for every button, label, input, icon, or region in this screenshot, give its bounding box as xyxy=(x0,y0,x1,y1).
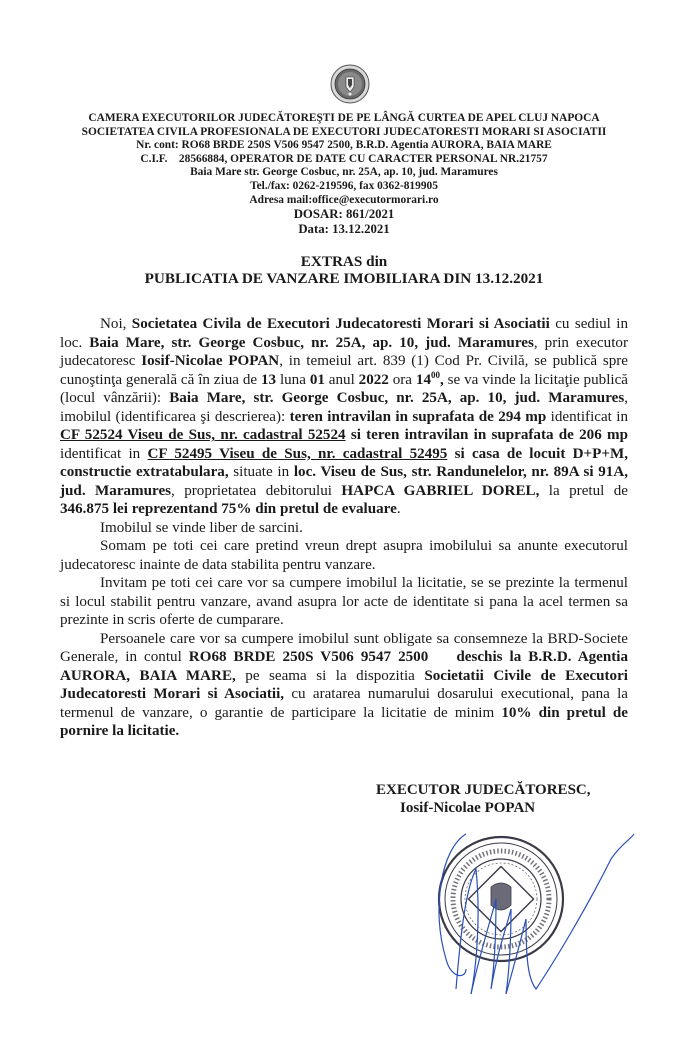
property-land-2: si teren intravilan in suprafata de 206 mp xyxy=(345,427,628,444)
document-date: Data: 13.12.2021 xyxy=(298,222,390,237)
text: Persoanele care vor sa cumpere imobilul sunt obligate sa consemneze la BRD-Societe Generale, in contul xyxy=(60,630,628,666)
chamber-seal-logo xyxy=(330,64,370,104)
executor-company: Societatea Civila de Executori Judecatoresti Morari si Asociatii xyxy=(131,316,550,333)
document-body xyxy=(60,315,631,741)
letterhead-company: SOCIETATEA CIVILA PROFESIONALA DE EXECUTORI JUDECATORESTI MORARI SI ASOCIATII xyxy=(81,125,607,138)
text: identificat in xyxy=(60,445,148,462)
text: pe seama si la dispozitia xyxy=(235,667,425,684)
letterhead-cif: C.I.F. 28566884, OPERATOR DE DATE CU CARACTER PERSONAL NR.21757 xyxy=(140,152,548,165)
letterhead-chamber: CAMERA EXECUTORILOR JUDECĂTOREŞTI DE PE LÂNGĂ CURTEA DE APEL CLUJ NAPOCA xyxy=(88,112,600,124)
text: luna xyxy=(276,371,310,388)
sale-price: 346.875 lei reprezentand 75% din pretul de evaluare xyxy=(60,501,397,518)
land-registry-1: CF 52524 Viseu de Sus, nr. cadastral 52524 xyxy=(60,427,346,444)
file-number: DOSAR: 861/2021 xyxy=(293,207,395,222)
text: se va vinde la licitaţie publică (locul vânzării): xyxy=(60,371,628,407)
text: la pretul de xyxy=(539,482,629,499)
text: cu sediul in loc. xyxy=(60,316,628,351)
letterhead-bank-account: Nr. cont: RO68 BRDE 250S V506 9547 2500, B.R.D. Agentia AURORA, BAIA MARE xyxy=(136,139,552,152)
deposit-account: RO68 BRDE 250S V506 9547 2500 deschis la B.R.D. Agentia AURORA, BAIA MARE, xyxy=(60,649,631,684)
letterhead-email: Adresa mail:office@executormorari.ro xyxy=(249,193,439,206)
text: , prin executor judecatoresc xyxy=(60,334,628,370)
logo-container xyxy=(60,64,628,106)
executor-name: Iosif-Nicolae POPAN xyxy=(141,353,280,370)
text: , proprietatea debitorului xyxy=(171,482,342,499)
text: identificat in xyxy=(546,408,628,425)
text: , in temeiul art. 839 (1) Cod Pr. Civilă, se publică spre cunoştinţa generală că în ziua de xyxy=(60,353,628,388)
auction-month: 01 xyxy=(309,371,325,388)
title-line-2: PUBLICATIA DE VANZARE IMOBILIARA DIN 13.12.2021 xyxy=(144,270,544,288)
property-location: loc. Viseu de Sus, str. Randunelelor, nr. 89A si 91A, jud. Maramures xyxy=(60,464,628,499)
signature-block xyxy=(376,781,628,817)
text: situate in xyxy=(228,464,294,481)
auction-day: 13 xyxy=(260,371,277,388)
auction-location: Baia Mare, str. George Cosbuc, nr. 25A, ap. 10, jud. Maramures xyxy=(169,390,625,407)
executor-address: Baia Mare, str. George Cosbuc, nr. 25A, ap. 10, jud. Maramures xyxy=(89,334,534,351)
text: , xyxy=(439,371,444,388)
letterhead xyxy=(60,112,628,237)
paragraph-invitation: Invitam pe toti cei care vor sa cumpere imobilul la licitatie, se se prezinte la termenul si locul stabilit pentru vanzare, avand asupra lor acte de identitate si pana la acel termen sa prezinte in scris oferte de cumparare. xyxy=(60,575,628,629)
land-registry-2: CF 52495 Viseu de Sus, nr. cadastral 52495 xyxy=(147,445,448,462)
paragraph-deposit xyxy=(60,630,631,741)
title-line-1: EXTRAS din xyxy=(300,253,388,271)
text: ora xyxy=(388,371,416,388)
letterhead-address: Baia Mare str. George Cosbuc, nr. 25A, ap. 10, jud. Maramures xyxy=(190,166,498,179)
text: anul xyxy=(324,371,359,388)
text: cu aratarea numarului dosarului executional, pana la termenul de vanzare, o garantie de participare la licitatie de minim xyxy=(60,686,629,721)
deposit-minimum: 10% din pretul de pornire la licitatie. xyxy=(60,704,629,740)
property-land-1: teren intravilan in suprafata de 294 mp xyxy=(289,408,547,425)
auction-minutes: 00 xyxy=(430,369,440,380)
paragraph-summons: Somam pe toti cei care pretind vreun drept asupra imobilului sa anunte executorul judecatoresc inainte de data stabilita pentru vanzare. xyxy=(60,538,628,573)
property-house: si casa de locuit D+P+M, constructie extratabulara, xyxy=(60,445,628,481)
letterhead-phone: Tel./fax: 0262-219596, fax 0362-819905 xyxy=(250,179,438,192)
auction-year: 2022 xyxy=(358,371,389,388)
text: Noi, xyxy=(100,316,132,333)
signature-role: EXECUTOR JUDECĂTORESC, xyxy=(376,781,591,798)
debtor-name: HAPCA GABRIEL DOREL, xyxy=(341,482,540,499)
paragraph-announcement xyxy=(60,315,628,519)
stamp-container xyxy=(436,829,628,1019)
text: , imobilul (identificarea şi descrierea): xyxy=(60,390,628,425)
paragraph-no-encumbrances: Imobilul se vinde liber de sarcini. xyxy=(100,519,303,536)
executor-stamp-and-signature xyxy=(436,829,646,1019)
deposit-beneficiary: Societatii Civile de Executori Judecatoresti Morari si Asociatii, xyxy=(60,667,629,703)
signature-name: Iosif-Nicolae POPAN xyxy=(400,799,536,816)
text: . xyxy=(396,501,401,518)
auction-hour: 14 xyxy=(415,371,431,388)
document-title xyxy=(60,253,628,287)
